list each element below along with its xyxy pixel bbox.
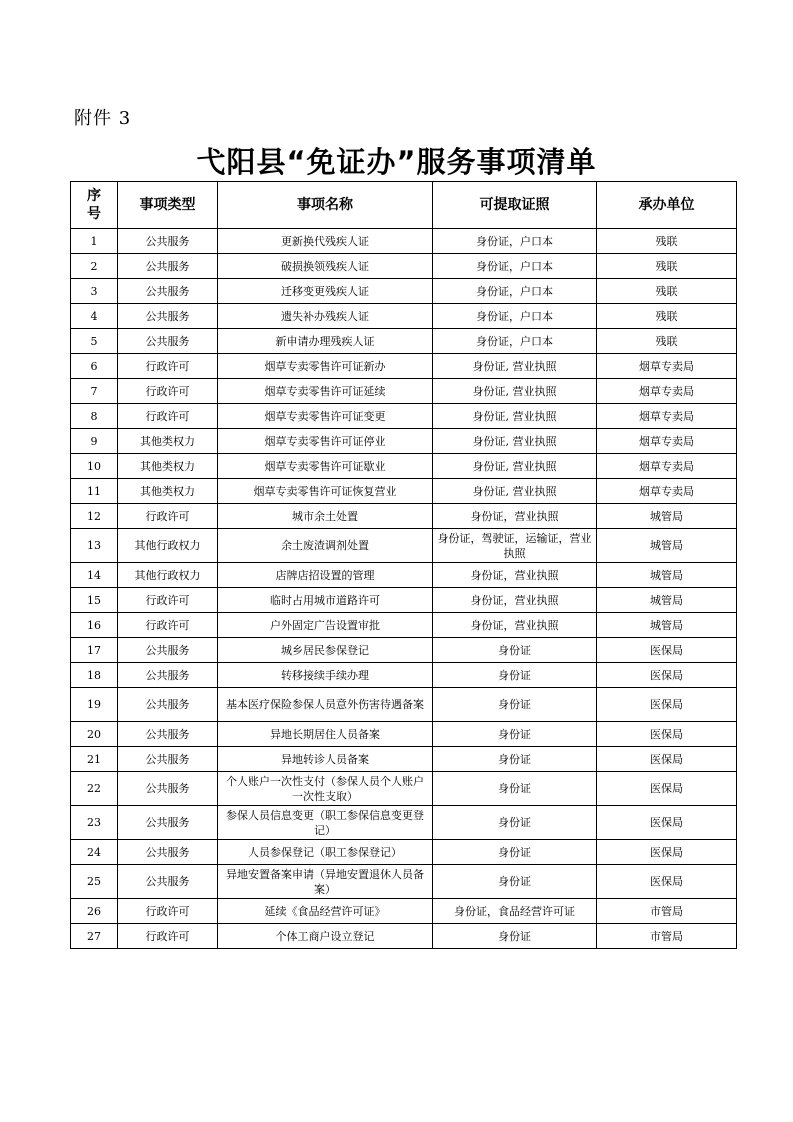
cell-name: 烟草专卖零售许可证延续 xyxy=(218,379,433,404)
cell-name: 烟草专卖零售许可证停业 xyxy=(218,429,433,454)
cell-unit: 残联 xyxy=(597,304,737,329)
cell-name: 个人账户一次性支付（参保人员个人账户一次性支取） xyxy=(218,772,433,806)
cell-cert: 身份证，户口本 xyxy=(433,279,597,304)
cell-seq: 24 xyxy=(71,840,118,865)
cell-seq: 12 xyxy=(71,504,118,529)
cell-seq: 23 xyxy=(71,806,118,840)
table-row xyxy=(71,747,737,772)
cell-unit: 医保局 xyxy=(597,865,737,899)
cell-unit: 残联 xyxy=(597,329,737,354)
cell-type: 行政许可 xyxy=(118,379,218,404)
cell-type: 公共服务 xyxy=(118,865,218,899)
table-row xyxy=(71,454,737,479)
cell-unit: 烟草专卖局 xyxy=(597,479,737,504)
table-row xyxy=(71,379,737,404)
cell-unit: 医保局 xyxy=(597,638,737,663)
cell-unit: 医保局 xyxy=(597,688,737,722)
cell-type: 公共服务 xyxy=(118,663,218,688)
cell-seq: 13 xyxy=(71,529,118,563)
cell-unit: 城管局 xyxy=(597,613,737,638)
cell-type: 公共服务 xyxy=(118,329,218,354)
header-type: 事项类型 xyxy=(118,182,218,229)
cell-cert: 身份证, 营业执照 xyxy=(433,429,597,454)
table-row xyxy=(71,722,737,747)
cell-unit: 残联 xyxy=(597,279,737,304)
cell-seq: 1 xyxy=(71,229,118,254)
cell-seq: 11 xyxy=(71,479,118,504)
cell-unit: 医保局 xyxy=(597,840,737,865)
cell-type: 公共服务 xyxy=(118,840,218,865)
cell-cert: 身份证 xyxy=(433,865,597,899)
cell-cert: 身份证, 营业执照 xyxy=(433,379,597,404)
cell-name: 人员参保登记（职工参保登记） xyxy=(218,840,433,865)
cell-type: 公共服务 xyxy=(118,722,218,747)
cell-seq: 9 xyxy=(71,429,118,454)
cell-cert: 身份证，食品经营许可证 xyxy=(433,899,597,924)
cell-type: 公共服务 xyxy=(118,304,218,329)
cell-unit: 医保局 xyxy=(597,747,737,772)
table-row xyxy=(71,329,737,354)
cell-cert: 身份证，户口本 xyxy=(433,304,597,329)
cell-seq: 26 xyxy=(71,899,118,924)
cell-cert: 身份证，户口本 xyxy=(433,329,597,354)
table-row xyxy=(71,279,737,304)
header-unit: 承办单位 xyxy=(597,182,737,229)
table-row xyxy=(71,354,737,379)
cell-cert: 身份证 xyxy=(433,688,597,722)
cell-cert: 身份证 xyxy=(433,806,597,840)
cell-seq: 15 xyxy=(71,588,118,613)
cell-type: 行政许可 xyxy=(118,588,218,613)
cell-seq: 6 xyxy=(71,354,118,379)
cell-name: 更新换代残疾人证 xyxy=(218,229,433,254)
cell-cert: 身份证，营业执照 xyxy=(433,504,597,529)
cell-cert: 身份证, 营业执照 xyxy=(433,404,597,429)
table-row xyxy=(71,840,737,865)
cell-name: 迁移变更残疾人证 xyxy=(218,279,433,304)
table-row xyxy=(71,588,737,613)
cell-type: 其他类权力 xyxy=(118,479,218,504)
cell-unit: 城管局 xyxy=(597,529,737,563)
cell-name: 城乡居民参保登记 xyxy=(218,638,433,663)
header-seq-line1: 序 xyxy=(87,188,101,204)
table-header-row xyxy=(71,182,737,229)
table-row xyxy=(71,304,737,329)
cell-unit: 烟草专卖局 xyxy=(597,379,737,404)
cell-name: 余土废渣调剂处置 xyxy=(218,529,433,563)
cell-cert: 身份证 xyxy=(433,924,597,949)
cell-name: 破损换领残疾人证 xyxy=(218,254,433,279)
cell-seq: 7 xyxy=(71,379,118,404)
cell-seq: 20 xyxy=(71,722,118,747)
header-cert: 可提取证照 xyxy=(433,182,597,229)
document-title: 弋阳县“免证办”服务事项清单 xyxy=(196,145,597,179)
cell-seq: 8 xyxy=(71,404,118,429)
cell-unit: 烟草专卖局 xyxy=(597,354,737,379)
cell-seq: 18 xyxy=(71,663,118,688)
cell-cert: 身份证 xyxy=(433,747,597,772)
cell-unit: 残联 xyxy=(597,254,737,279)
cell-cert: 身份证，户口本 xyxy=(433,254,597,279)
table-row xyxy=(71,806,737,840)
cell-unit: 烟草专卖局 xyxy=(597,404,737,429)
cell-cert: 身份证 xyxy=(433,772,597,806)
header-name: 事项名称 xyxy=(218,182,433,229)
cell-seq: 27 xyxy=(71,924,118,949)
cell-unit: 烟草专卖局 xyxy=(597,454,737,479)
table-row xyxy=(71,663,737,688)
cell-type: 其他类权力 xyxy=(118,454,218,479)
cell-cert: 身份证 xyxy=(433,840,597,865)
cell-name: 异地长期居住人员备案 xyxy=(218,722,433,747)
cell-type: 其他行政权力 xyxy=(118,563,218,588)
cell-seq: 3 xyxy=(71,279,118,304)
cell-unit: 市管局 xyxy=(597,899,737,924)
table-row xyxy=(71,865,737,899)
cell-name: 新申请办理残疾人证 xyxy=(218,329,433,354)
cell-cert: 身份证, 营业执照 xyxy=(433,454,597,479)
header-seq-line2: 号 xyxy=(87,206,101,222)
table-row xyxy=(71,688,737,722)
cell-type: 行政许可 xyxy=(118,613,218,638)
cell-type: 行政许可 xyxy=(118,924,218,949)
table-row xyxy=(71,404,737,429)
cell-cert: 身份证 xyxy=(433,722,597,747)
cell-type: 公共服务 xyxy=(118,638,218,663)
cell-type: 公共服务 xyxy=(118,229,218,254)
cell-cert: 身份证，驾驶证，运输证，营业执照 xyxy=(433,529,597,563)
header-seq xyxy=(71,182,118,229)
cell-unit: 医保局 xyxy=(597,663,737,688)
cell-name: 异地安置备案申请（异地安置退休人员备案） xyxy=(218,865,433,899)
cell-type: 其他行政权力 xyxy=(118,529,218,563)
cell-unit: 城管局 xyxy=(597,588,737,613)
cell-name: 参保人员信息变更（职工参保信息变更登记） xyxy=(218,806,433,840)
table-row xyxy=(71,529,737,563)
cell-cert: 身份证，户口本 xyxy=(433,229,597,254)
cell-seq: 19 xyxy=(71,688,118,722)
cell-type: 公共服务 xyxy=(118,806,218,840)
cell-cert: 身份证 xyxy=(433,638,597,663)
cell-unit: 城管局 xyxy=(597,563,737,588)
cell-name: 延续《食品经营许可证》 xyxy=(218,899,433,924)
cell-type: 公共服务 xyxy=(118,254,218,279)
table-row xyxy=(71,563,737,588)
table-row xyxy=(71,229,737,254)
cell-type: 公共服务 xyxy=(118,772,218,806)
cell-type: 公共服务 xyxy=(118,747,218,772)
cell-seq: 22 xyxy=(71,772,118,806)
cell-name: 个体工商户设立登记 xyxy=(218,924,433,949)
cell-unit: 城管局 xyxy=(597,504,737,529)
table-row xyxy=(71,638,737,663)
cell-cert: 身份证, 营业执照 xyxy=(433,354,597,379)
table-row xyxy=(71,254,737,279)
cell-seq: 21 xyxy=(71,747,118,772)
table-row xyxy=(71,899,737,924)
cell-name: 遗失补办残疾人证 xyxy=(218,304,433,329)
cell-type: 行政许可 xyxy=(118,404,218,429)
cell-unit: 医保局 xyxy=(597,722,737,747)
cell-unit: 医保局 xyxy=(597,772,737,806)
cell-name: 店牌店招设置的管理 xyxy=(218,563,433,588)
attachment-label: 附件 3 xyxy=(74,108,132,129)
cell-name: 烟草专卖零售许可证歇业 xyxy=(218,454,433,479)
cell-type: 行政许可 xyxy=(118,899,218,924)
cell-cert: 身份证 xyxy=(433,663,597,688)
cell-name: 烟草专卖零售许可证变更 xyxy=(218,404,433,429)
table-row xyxy=(71,504,737,529)
cell-seq: 17 xyxy=(71,638,118,663)
cell-seq: 10 xyxy=(71,454,118,479)
service-items-table xyxy=(70,181,737,949)
cell-unit: 市管局 xyxy=(597,924,737,949)
cell-cert: 身份证，营业执照 xyxy=(433,563,597,588)
cell-cert: 身份证，营业执照 xyxy=(433,613,597,638)
cell-cert: 身份证，营业执照 xyxy=(433,588,597,613)
cell-name: 城市余土处置 xyxy=(218,504,433,529)
cell-name: 异地转诊人员备案 xyxy=(218,747,433,772)
table-row xyxy=(71,479,737,504)
cell-name: 基本医疗保险参保人员意外伤害待遇备案 xyxy=(218,688,433,722)
table-body xyxy=(71,229,737,949)
cell-seq: 25 xyxy=(71,865,118,899)
cell-cert: 身份证, 营业执照 xyxy=(433,479,597,504)
cell-name: 转移接续手续办理 xyxy=(218,663,433,688)
cell-type: 行政许可 xyxy=(118,504,218,529)
cell-seq: 14 xyxy=(71,563,118,588)
table-row xyxy=(71,613,737,638)
cell-seq: 5 xyxy=(71,329,118,354)
cell-name: 烟草专卖零售许可证新办 xyxy=(218,354,433,379)
cell-seq: 4 xyxy=(71,304,118,329)
cell-type: 其他类权力 xyxy=(118,429,218,454)
cell-name: 户外固定广告设置审批 xyxy=(218,613,433,638)
cell-unit: 残联 xyxy=(597,229,737,254)
table-row xyxy=(71,429,737,454)
cell-seq: 16 xyxy=(71,613,118,638)
cell-name: 临时占用城市道路许可 xyxy=(218,588,433,613)
cell-type: 公共服务 xyxy=(118,279,218,304)
cell-type: 行政许可 xyxy=(118,354,218,379)
cell-seq: 2 xyxy=(71,254,118,279)
table-row xyxy=(71,924,737,949)
cell-name: 烟草专卖零售许可证恢复营业 xyxy=(218,479,433,504)
cell-unit: 医保局 xyxy=(597,806,737,840)
cell-type: 公共服务 xyxy=(118,688,218,722)
cell-unit: 烟草专卖局 xyxy=(597,429,737,454)
table-row xyxy=(71,772,737,806)
